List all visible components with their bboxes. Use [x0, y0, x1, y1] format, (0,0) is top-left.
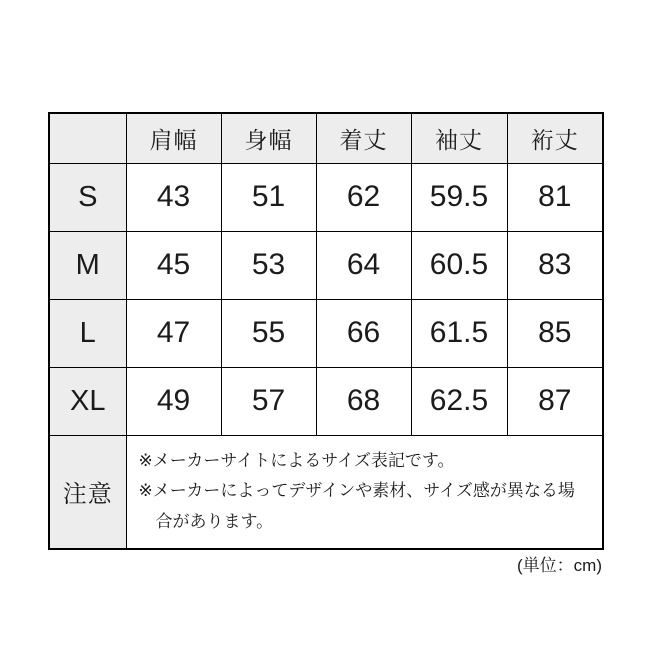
table-row-l — [49, 299, 603, 367]
col-header-yuki-length: 裄丈 — [507, 113, 603, 163]
value-cell: 61.5 — [411, 299, 507, 367]
value-cell: 83 — [507, 231, 603, 299]
row-label-l: L — [49, 299, 126, 367]
col-header-length: 着丈 — [316, 113, 411, 163]
notice-cell — [126, 435, 603, 549]
value-cell: 81 — [507, 163, 603, 231]
corner-cell — [49, 113, 126, 163]
row-label-notice: 注意 — [49, 435, 126, 549]
table-row-m — [49, 231, 603, 299]
value-cell: 55 — [221, 299, 316, 367]
value-cell: 64 — [316, 231, 411, 299]
value-cell: 47 — [126, 299, 221, 367]
unit-label: (単位：cm) — [517, 556, 602, 575]
col-header-body-width: 身幅 — [221, 113, 316, 163]
col-header-shoulder-width: 肩幅 — [126, 113, 221, 163]
value-cell: 60.5 — [411, 231, 507, 299]
table-row-xl — [49, 367, 603, 435]
value-cell: 49 — [126, 367, 221, 435]
col-header-sleeve-length: 袖丈 — [411, 113, 507, 163]
row-label-xl: XL — [49, 367, 126, 435]
value-cell: 62 — [316, 163, 411, 231]
value-cell: 43 — [126, 163, 221, 231]
table-row-notice — [49, 435, 603, 549]
size-chart-table — [48, 112, 604, 550]
table-row-s — [49, 163, 603, 231]
value-cell: 66 — [316, 299, 411, 367]
notice-line-1: ※メーカーサイトによるサイズ表記です。 — [138, 450, 455, 470]
row-label-s: S — [49, 163, 126, 231]
row-label-m: M — [49, 231, 126, 299]
value-cell: 53 — [221, 231, 316, 299]
value-cell: 87 — [507, 367, 603, 435]
value-cell: 85 — [507, 299, 603, 367]
header-row — [49, 113, 603, 163]
value-cell: 57 — [221, 367, 316, 435]
value-cell: 51 — [221, 163, 316, 231]
value-cell: 59.5 — [411, 163, 507, 231]
value-cell: 45 — [126, 231, 221, 299]
value-cell: 68 — [316, 367, 411, 435]
notice-line-2: ※メーカーによってデザインや素材、サイズ感が異なる場合があります。 — [138, 481, 575, 532]
value-cell: 62.5 — [411, 367, 507, 435]
